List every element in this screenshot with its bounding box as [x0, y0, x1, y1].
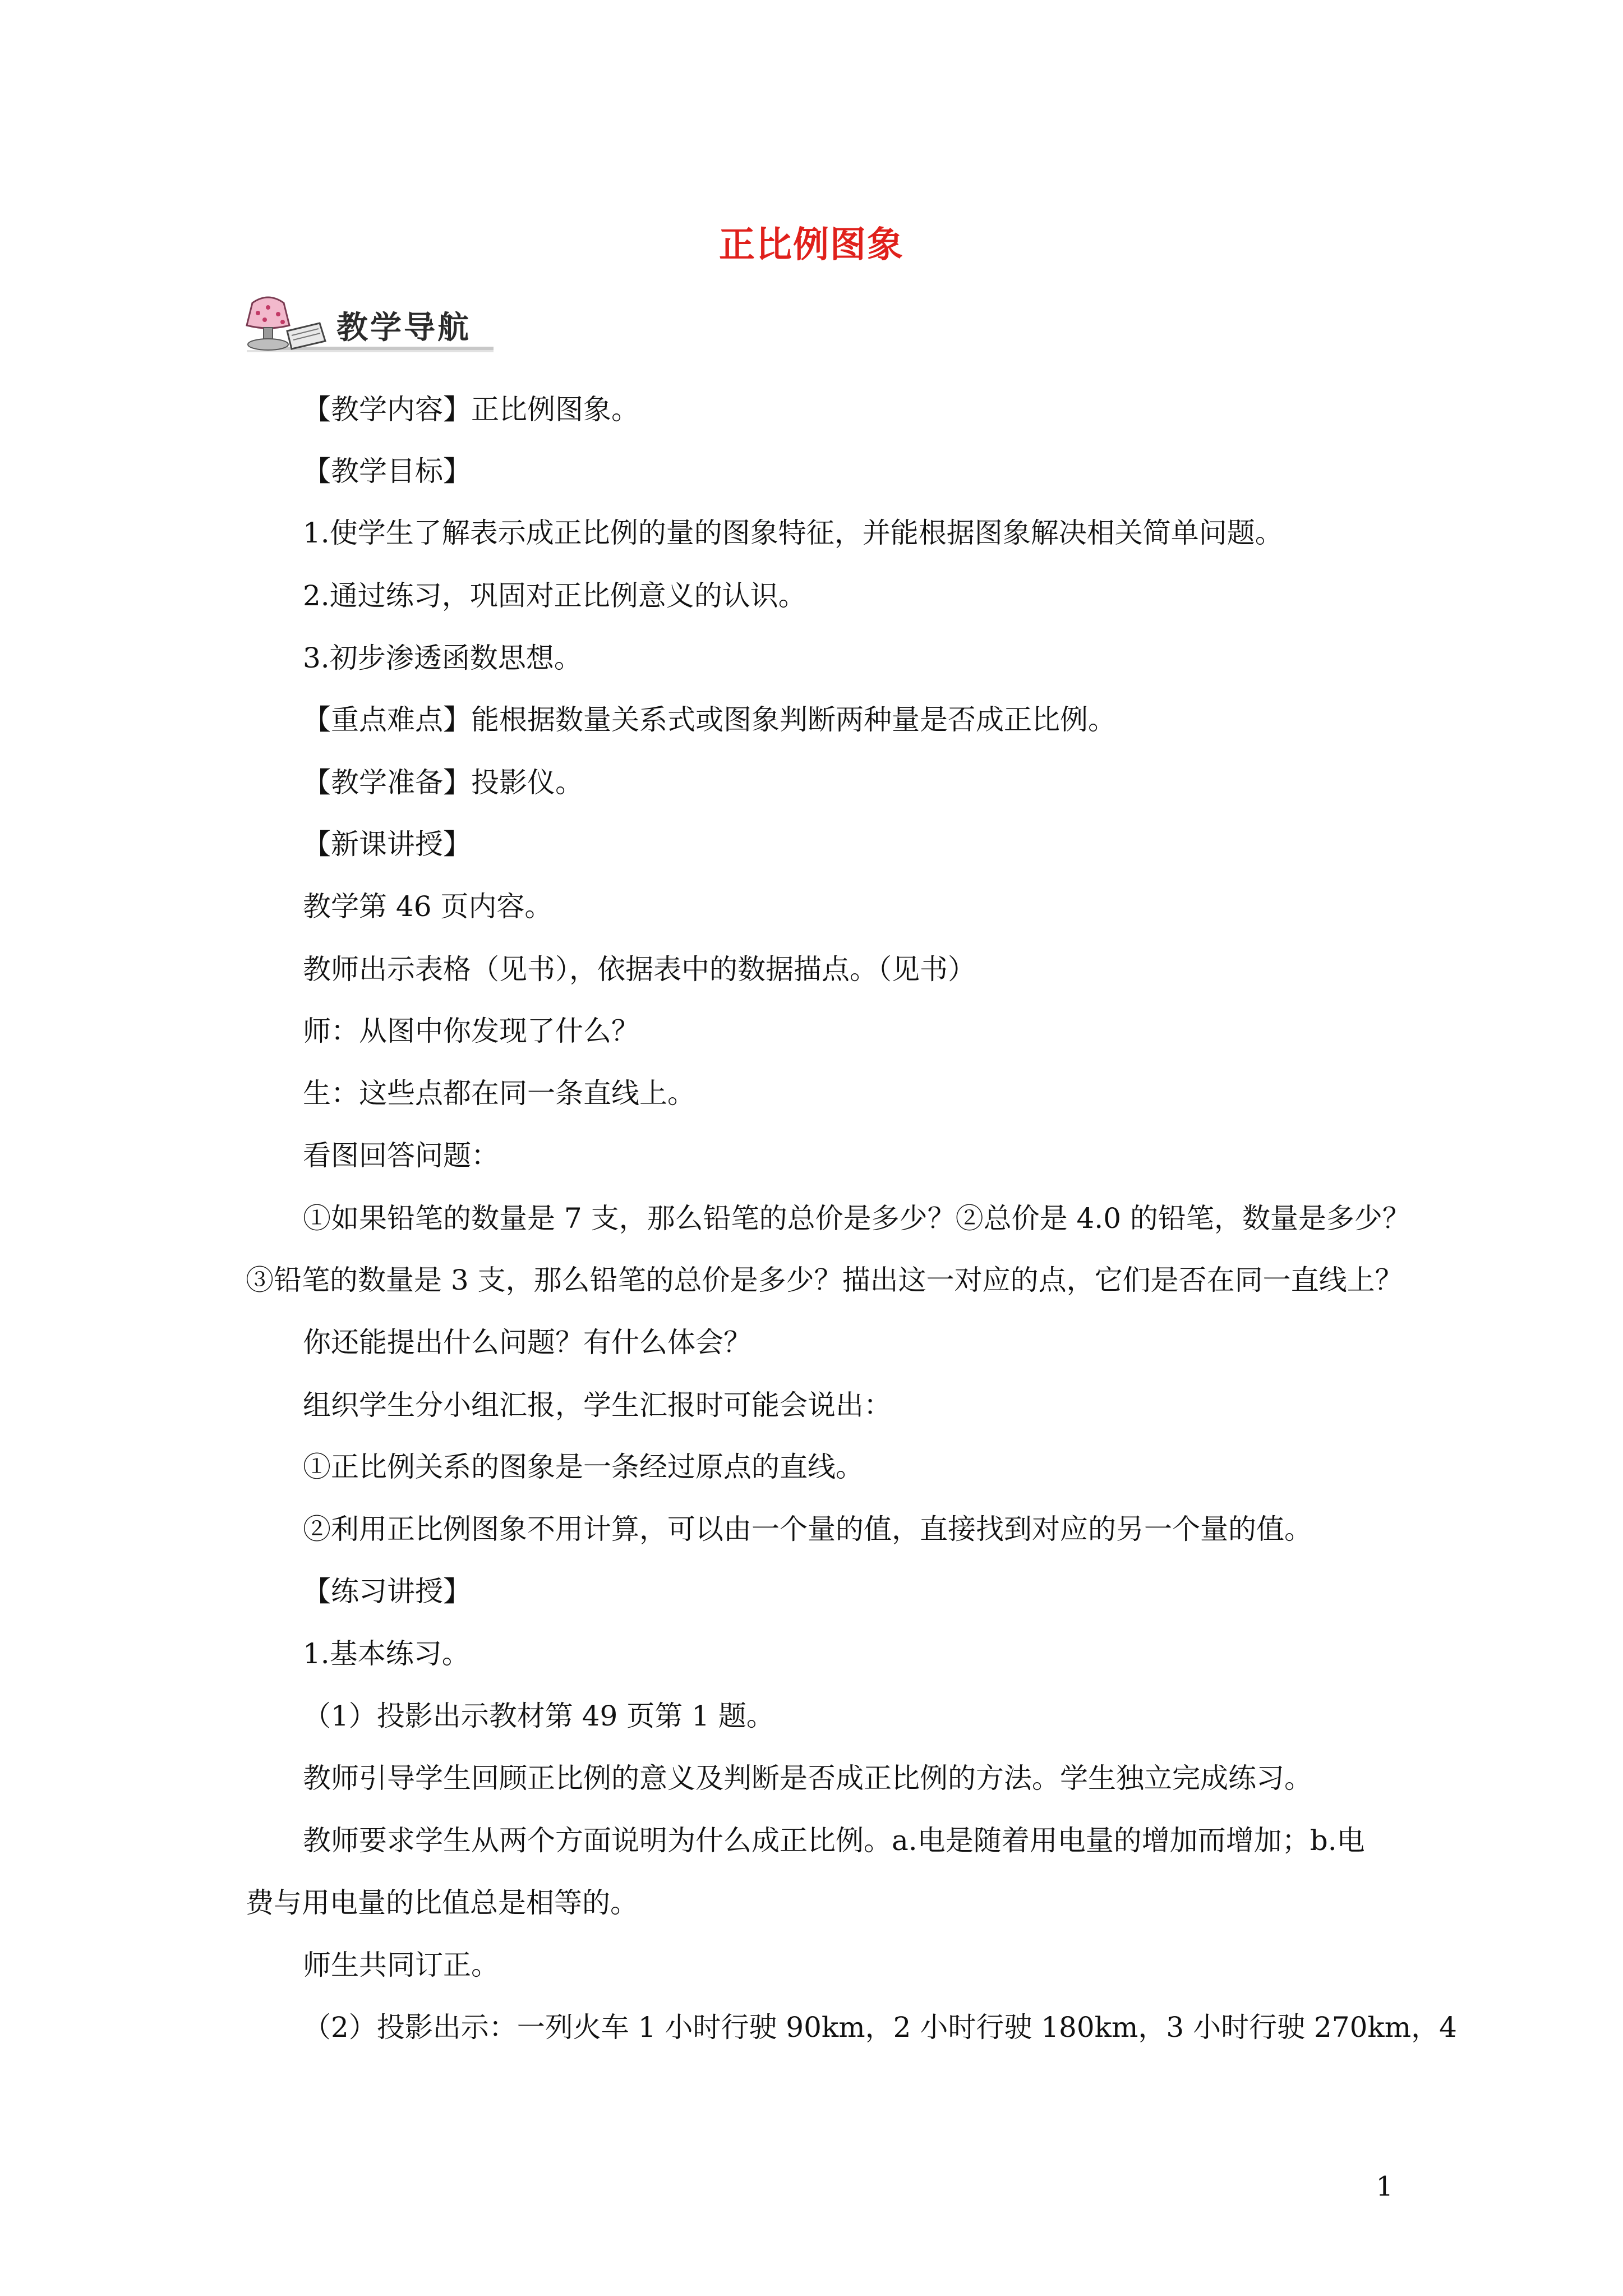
text-line: 教师引导学生回顾正比例的意义及判断是否成正比例的方法。学生独立完成练习。 [303, 1762, 1312, 1795]
text-line: 【练习讲授】 [303, 1575, 471, 1608]
text-line: ③铅笔的数量是 3 支，那么铅笔的总价是多少？描出这一对应的点，它们是否在同一直线上？ [246, 1264, 1403, 1296]
text-line: （1）投影出示教材第 49 页第 1 题。 [303, 1700, 774, 1732]
text-line: 师生共同订正。 [303, 1949, 499, 1981]
text-line: ①正比例关系的图象是一条经过原点的直线。 [303, 1451, 864, 1483]
text-line: 教师出示表格（见书），依据表中的数据描点。（见书） [303, 953, 976, 986]
page-title: 正比例图象 [719, 224, 904, 266]
text-line: 费与用电量的比值总是相等的。 [246, 1887, 638, 1919]
text-line: 教学第 46 页内容。 [303, 890, 553, 923]
text-line: 看图回答问题： [303, 1139, 499, 1172]
text-line: ①如果铅笔的数量是 7 支，那么铅笔的总价是多少？②总价是 4.0 的铅笔，数量是多少？ [303, 1202, 1410, 1235]
page-number: 1 [1376, 2171, 1393, 2202]
text-line: 师：从图中你发现了什么？ [303, 1015, 639, 1047]
text-line: 【教学内容】正比例图象。 [303, 393, 639, 426]
banner-label: 教学导航 [336, 310, 471, 346]
text-line: 教师要求学生从两个方面说明为什么成正比例。a.电是随着用电量的增加而增加；b.电 [303, 1824, 1365, 1857]
text-line: 【教学目标】 [303, 455, 471, 487]
text-line: 1.基本练习。 [303, 1637, 470, 1670]
text-line: 生：这些点都在同一条直线上。 [303, 1077, 695, 1110]
text-line: 2.通过练习，巩固对正比例意义的认识。 [303, 579, 806, 612]
text-line: 【新课讲授】 [303, 828, 471, 861]
text-line: 你还能提出什么问题？有什么体会？ [303, 1326, 751, 1359]
text-line: 组织学生分小组汇报，学生汇报时可能会说出： [303, 1389, 892, 1421]
text-line: 1.使学生了解表示成正比例的量的图象特征，并能根据图象解决相关简单问题。 [303, 517, 1283, 549]
text-line: 【重点难点】能根据数量关系式或图象判断两种量是否成正比例。 [303, 703, 1116, 736]
text-line: （2）投影出示：一列火车 1 小时行驶 90km，2 小时行驶 180km，3 小时行驶 270km，4 [303, 2011, 1457, 2044]
text-line: ②利用正比例图象不用计算，可以由一个量的值，直接找到对应的另一个量的值。 [303, 1513, 1312, 1545]
text-line: 3.初步渗透函数思想。 [303, 642, 582, 674]
section-banner [236, 291, 494, 358]
text-line: 【教学准备】投影仪。 [303, 766, 583, 799]
